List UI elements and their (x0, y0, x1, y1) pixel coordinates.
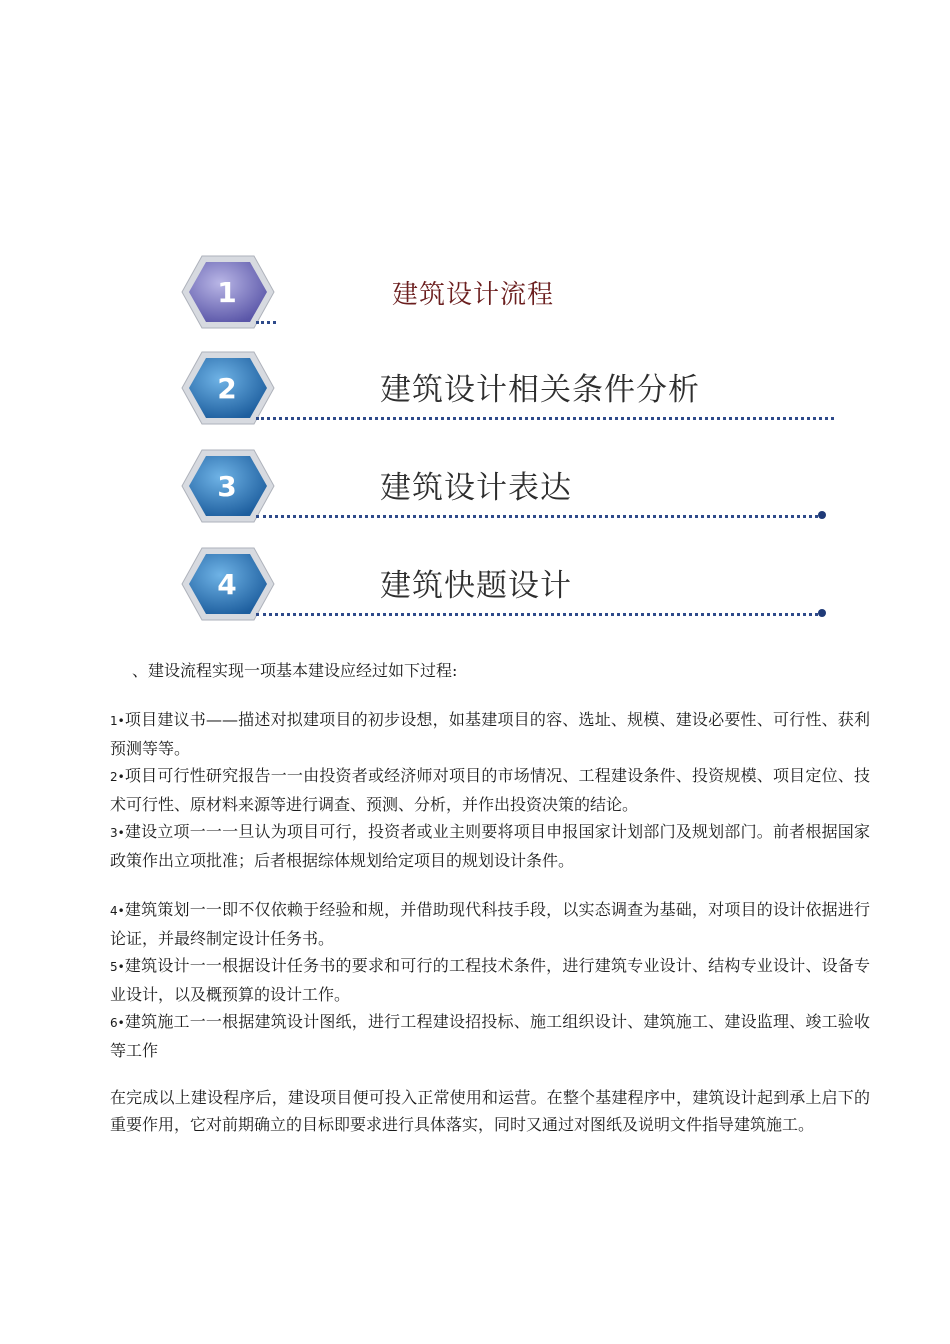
conclusion-paragraph: 在完成以上建设程序后，建设项目便可投入正常使用和运营。在整个基建程序中，建筑设计起到承上启下的重要作用，它对前期确立的目标即要求进行具体落实，同时又通过对图纸及说明文件指导建筑施工。 (110, 1088, 870, 1134)
menu-number: 1 (217, 276, 237, 309)
step-item: 4•建筑策划一一即不仅依赖于经验和规，并借助现代科技手段，以实态调查为基础，对项目的设计依据进行论证，并最终制定设计任务书。 (110, 900, 870, 948)
menu-item-4 (180, 546, 840, 626)
dotted-divider (256, 321, 276, 324)
dotted-divider (256, 515, 818, 518)
hexagon-badge-icon (180, 254, 276, 330)
hexagon-badge-icon (180, 350, 276, 426)
dotted-divider (256, 417, 834, 420)
hexagon-badge-icon (180, 448, 276, 524)
menu-number: 2 (217, 372, 237, 405)
menu-title: 建筑设计相关条件分析 (380, 372, 700, 408)
menu-title: 建筑设计表达 (380, 470, 572, 506)
step-item: 6•建筑施工一一根据建筑设计图纸，进行工程建设招投标、施工组织设计、建筑施工、建设监理、竣工验收等工作 (110, 1012, 870, 1060)
menu-title: 建筑设计流程 (392, 280, 555, 310)
divider-end-dot (818, 511, 826, 519)
menu-item-2 (180, 350, 840, 430)
menu-title: 建筑快题设计 (380, 568, 572, 604)
steps-block-b (110, 896, 870, 1064)
divider-end-dot (818, 609, 826, 617)
menu-number: 3 (217, 470, 237, 503)
intro-text: 、建设流程实现一项基本建设应经过如下过程: (132, 661, 458, 680)
hexagon-badge-icon (180, 546, 276, 622)
steps-block-a (110, 706, 870, 874)
step-item: 1•项目建议书——描述对拟建项目的初步设想，如基建项目的容、选址、规模、建设必要性、可行性、获利预测等等。 (110, 710, 870, 758)
step-item: 2•项目可行性研究报告一一由投资者或经济师对项目的市场情况、工程建设条件、投资规模、项目定位、技术可行性、原材料来源等进行调查、预测、分析，并作出投资决策的结论。 (110, 766, 870, 814)
menu-number: 4 (217, 568, 237, 601)
step-item: 3•建设立项一一一旦认为项目可行，投资者或业主则要将项目申报国家计划部门及规划部门。前者根据国家政策作出立项批准；后者根据综体规划给定项目的规划设计条件。 (110, 822, 870, 870)
menu-item-3 (180, 448, 840, 528)
dotted-divider (256, 613, 818, 616)
menu-item-1 (180, 254, 840, 334)
step-item: 5•建筑设计一一根据设计任务书的要求和可行的工程技术条件，进行建筑专业设计、结构专业设计、设备专业设计，以及概预算的设计工作。 (110, 956, 870, 1004)
